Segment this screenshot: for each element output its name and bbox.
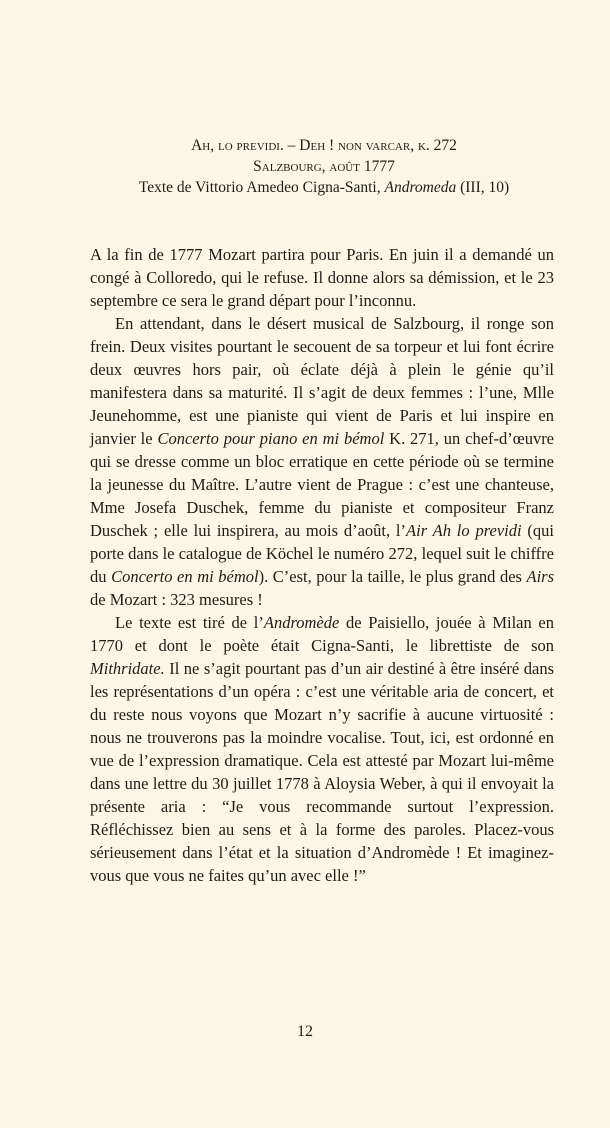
source-prefix: Texte de Vittorio Amedeo Cigna-Santi, [138, 179, 385, 196]
source-work: Andromeda [384, 179, 457, 196]
p2-italic-1: Concerto pour piano en mi bémol [157, 429, 385, 448]
page-number: 12 [297, 1023, 313, 1040]
p3-italic-1: Andromède [263, 613, 340, 632]
p2-italic-4: Airs [526, 567, 555, 586]
source-suffix: (III, 10) [456, 179, 510, 196]
p3-italic-2: Mithridate. [90, 659, 165, 678]
p2-italic-3: Concerto en mi bémol [111, 567, 259, 586]
header-text-source [80, 177, 568, 198]
p2-text-d: ). C’est, pour la taille, le plus grand des [258, 567, 527, 586]
header-title: Ah, lo previdi. – Deh ! non varcar, k. 272 [191, 137, 457, 154]
p2-text-b: K. 271, un chef-d’œuvre qui se dresse comme un bloc erratique en cette période où se termine la jeunesse du Maître. L’autre vient de Prague : c’est une chanteuse, Mme Josefa Duschek, femme du pianiste et compositeur Franz Duschek ; elle lui inspirera, au mois d’août, l’ [90, 429, 555, 540]
header-place-date: Salzbourg, août 1777 [253, 158, 395, 175]
paragraph-3 [90, 611, 554, 887]
paragraph-1: A la fin de 1777 Mozart partira pour Paris. En juin il a demandé un congé à Colloredo, qui le refuse. Il donne alors sa démission, et le 23 septembre ce sera le grand départ pour l’inconnu. [90, 245, 554, 310]
body-text [90, 243, 554, 887]
p3-text-b: de Paisiello, jouée à Milan en 1770 et dont le poète était Cigna-Santi, le librettiste de son [90, 613, 554, 655]
paragraph-2 [90, 312, 554, 611]
p3-text-c: Il ne s’agit pourtant pas d’un air destiné à être inséré dans les représentations d’un opéra : c’est une véritable aria de concert, et du reste nous voyons que Mozart n’y sacrifie à aucune virtuosité : nous ne trouverons pas la moindre vocalise. Tout, ici, est ordonné en vue de l’expression dramatique. Cela est attesté par Mozart lui-même dans une lettre du 30 juillet 1778 à Aloysia Weber, à qui il envoyait la présente aria : “Je vous recommande surtout l’expression. Réfléchissez bien au sens et à la forme des paroles. Placez-vous sérieusement dans l’état et la situation d’Andromède ! Et imaginez-vous que vous ne faites qu’un avec elle !” [90, 659, 554, 885]
p2-text-c: (qui porte dans le catalogue de Köchel le numéro 272, lequel suit le chiffre du [90, 521, 554, 586]
p2-text-e: de Mozart : 323 mesures ! [90, 590, 263, 609]
p3-text-a: Le texte est tiré de l’ [115, 613, 264, 632]
section-header [80, 135, 568, 198]
p2-italic-2: Air Ah lo previdi [406, 521, 522, 540]
p2-text-a: En attendant, dans le désert musical de Salzbourg, il ronge son frein. Deux visites pourtant le secouent de sa torpeur et lui font écrire deux œuvres hors pair, où éclate déjà à plein le génie qu’il manifestera dans sa maturité. Il s’agit de deux femmes : l’une, Mlle Jeunehomme, est une pianiste qui vient de Paris et lui inspire en janvier le [90, 314, 554, 448]
